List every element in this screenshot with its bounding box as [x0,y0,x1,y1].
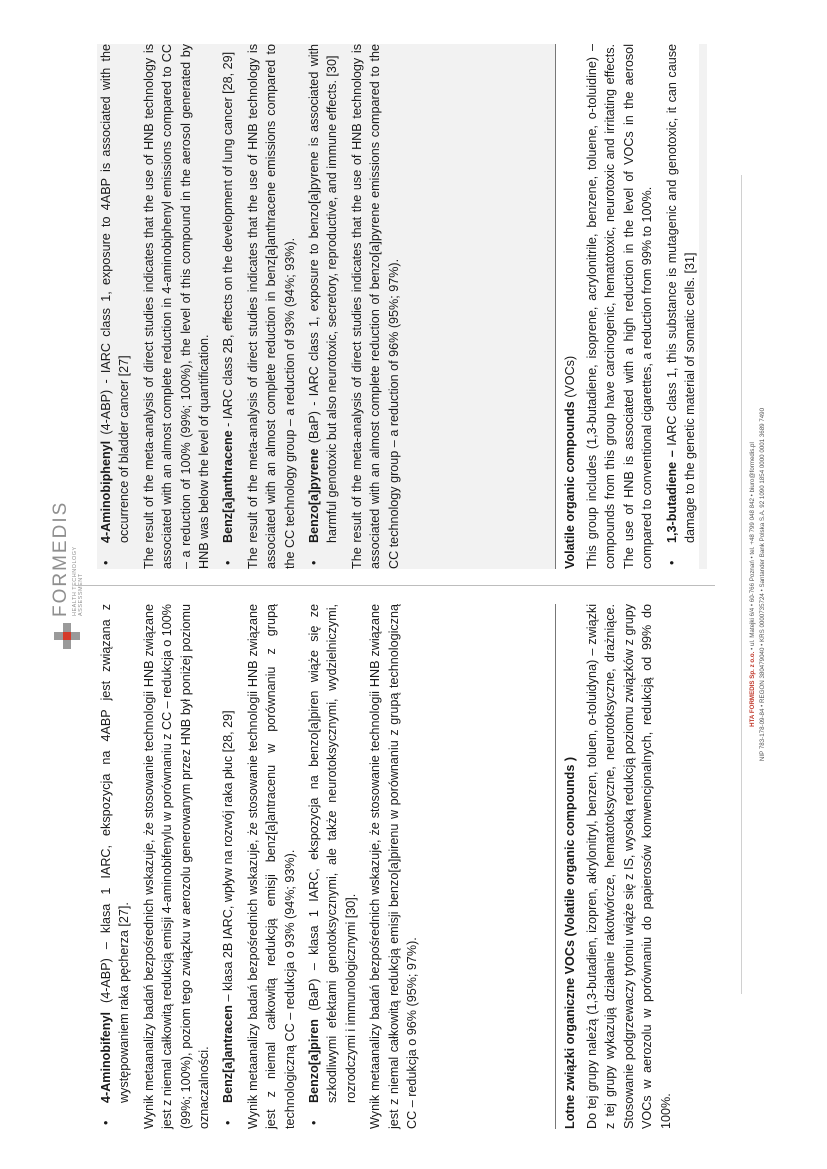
paragraph-benzaantracen: Wynik metaanalizy badań bezpośrednich wskazuje, że stosowanie technologii HNB związane jest z niemal całkowitą redukcją emisji benz[a]antracenu w porównaniu z grupą technologiczną CC – redukcja o 93% (94%; 93%). [245,604,297,1129]
bullet-benzaantracen: • Benz[a]antracen – klasa 2B IARC, wpływ na rozwój raka płuc [28, 29] [219,604,237,1129]
polish-column [97,604,707,1129]
bullet-benzoapiren: • Benzo[a]piren (BaP) – klasa 1 IARC, ekspozycja na benzo[a]piren wiąże się ze szkodliwymi efektami genotoksycznymi, ale także neurotoksycznymi, wydzielniczymi, rozrodczymi i immunologicznymi [30]. [305,604,360,1129]
page-footer [735,0,795,1169]
footer-registry: NIP 783-178-09-84 • REGON 380479040 • KRS 0000735724 • Santander Bank Polska S.A. 92 1090 1854 0000 0001 3689 7490 [759,407,766,762]
bullet-13-butadiene: • 1,3-butadiene – IARC class 1, this substance is mutagenic and genotoxic, it can cause damage to the genetic material of somatic cells. [31] [663,44,700,569]
section-title-pl: Lotne związki organiczne VOCs (Volatile organic compounds ) [563,756,577,1129]
bullet-benzoapyrene: • Benzo[a]pyrene (BaP) - IARC class 1, exposure to benzo[a]pyrene is associated with harmful genotoxic but also neurotoxic, secretory, reproductive, and immune effects. [30] [305,44,342,569]
footer-rule [741,175,742,994]
medical-cross-icon [54,623,80,649]
formedis-logo [48,500,84,649]
section-rule [555,44,556,569]
paragraph-4-aminobiphenyl: The result of the meta-analysis of direct studies indicates that the use of HNB technology is associated with an almost complete reduction in 4-aminobiphenyl emissions compared to CC – a reduction of 100% (99%; 100%), the level of this compound in the aerosol generated by HNB was below the level of quantification. [141,44,212,569]
paragraph-vocs-en: This group includes (1,3-butadiene, isoprene, acrylonitrile, benzene, toluene, o-toluidine) – compounds from this group have carcinogenic, hematotoxic, neurotoxic and irritating effects. The use of HNB is associated with a high reduction in the level of VOCs in the aerosol compared to conventional cigarettes, a reduction from 99% to 100%. [585,44,655,569]
logo-tagline: HEALTH TECHNOLOGY ASSESSMENT [72,546,84,616]
paragraph-vocs-pl: Do tej grupy należą (1,3-butadien, izopren, akrylonitryl, benzen, toluen, o-toluidyna) – związki z tej grupy wykazują działanie rakotwórcze, hematotoksyczne, neurotoksyczne, drażniące. Stosowanie podgrzewaczy tytoniu wiąże się z IS, wysoką redukcją poziomu związków z grupy VOCs w aerozolu w porównaniu do papierosów konwencjonalnych, redukcją od 99% do 100%. [585,604,673,1129]
logo-brand: FORMEDIS [50,500,71,617]
english-column [97,44,707,569]
paragraph-benzaanthracene: The result of the meta-analysis of direct studies indicates that the use of HNB technology is associated with an almost complete reduction in benz[a]anthracene emissions compared to the CC technology group – a reduction of 93% (94%; 93%). [245,44,297,569]
footer-address: HTA FORMEDIS Sp. z o.o. • ul. Matejki 6/4 • 60-766 Poznań • tel. +48 799 048 842 • biuro@formedis.pl [749,442,756,727]
column-divider [75,585,715,586]
paragraph-benzoapiren: Wynik metaanalizy badań bezpośrednich wskazuje, że stosowanie technologii HNB związane jest z niemal całkowitą redukcją emisji benzo[a]pirenu w porównaniu z grupą technologiczną CC – redukcja o 96% (95%; 97%). [368,604,420,1129]
section-rule [555,604,556,1129]
voc-section-en [555,44,699,569]
paragraph-benzoapyrene: The result of the meta-analysis of direct studies indicates that the use of HNB technology is associated with an almost complete reduction of benzo[a]pyrene emissions compared to the CC technology group – a reduction of 96% (95%; 97%). [349,44,401,569]
voc-section-pl [555,604,675,1129]
paragraph-4-aminobifenyl: Wynik metaanalizy badań bezpośrednich wskazuje, że stosowanie technologii HNB związane jest z niemal całkowitą redukcją emisji 4-aminobifenylu w porównaniu z CC – redukcja o 100% (99%; 100%), poziom tego związku w aerozolu generowanym przez HNB był poniżej poziomu oznaczalności. [141,604,212,1129]
bullet-4-aminobifenyl: • 4-Aminobifenyl (4-ABP) – klasa 1 IARC, ekspozycja na 4ABP jest związana z występowaniem raka pęcherza [27]. [97,604,134,1129]
section-title-en: Volatile organic compounds (VOCs) [563,355,577,569]
bullet-4-aminobiphenyl: • 4-Aminobiphenyl (4-ABP) - IARC class 1, exposure to 4ABP is associated with the occurrence of bladder cancer [27] [97,44,134,569]
bullet-benzaanthracene: • Benz[a]anthracene - IARC class 2B, effects on the development of lung cancer [28, 29] [219,44,237,569]
